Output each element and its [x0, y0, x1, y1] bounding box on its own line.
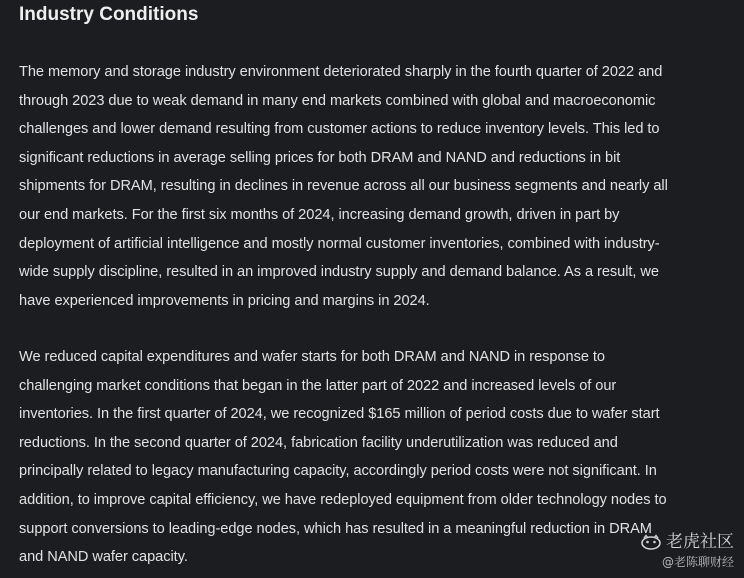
paragraph-line: and NAND wafer capacity.: [19, 549, 188, 566]
watermark-brand-row: [640, 532, 734, 552]
paragraph-line: our end markets. For the first six months of 2024, increasing demand growth, driven in part by: [19, 206, 620, 223]
paragraph-line: inventories. In the first quarter of 2024, we recognized $165 million of period costs due to wafer start: [19, 406, 660, 423]
watermark-brand: 老虎社区: [666, 532, 734, 552]
paragraph-line: challenges and lower demand resulting from customer actions to reduce inventory levels. This led to: [19, 121, 660, 138]
section-heading: Industry Conditions: [19, 4, 199, 25]
paragraph-line: significant reductions in average selling prices for both DRAM and NAND and reductions in bit: [19, 149, 621, 166]
paragraph-capital-expenditures: [19, 343, 735, 572]
paragraph-line: deployment of artificial intelligence and mostly normal customer inventories, combined with industry-: [19, 235, 660, 252]
paragraph-line: wide supply discipline, resulted in an improved industry supply and demand balance. As a result, we: [19, 264, 659, 281]
paragraph-line: support conversions to leading-edge nodes, which has resulted in a meaningful reduction in DRAM: [19, 520, 652, 537]
paragraph-line: The memory and storage industry environment deteriorated sharply in the fourth quarter of 2022 and: [19, 64, 663, 80]
paragraph-line: addition, to improve capital efficiency, we have redeployed equipment from older technology nodes to: [19, 491, 667, 508]
paragraph-line: through 2023 due to weak demand in many end markets combined with global and macroeconomic: [19, 92, 656, 109]
watermark-author: @老陈聊财经: [661, 555, 734, 569]
tiger-logo-icon: [640, 534, 662, 550]
paragraph-line: shipments for DRAM, resulting in declines in revenue across all our business segments and nearly all: [19, 178, 668, 195]
watermark: [640, 532, 734, 570]
paragraph-line: have experienced improvements in pricing and margins in 2024.: [19, 292, 430, 309]
paragraph-line: We reduced capital expenditures and wafer starts for both DRAM and NAND in response to: [19, 349, 605, 365]
paragraph-line: principally related to legacy manufacturing capacity, accordingly period costs were not significant. In: [19, 463, 657, 480]
paragraph-industry-environment: [19, 58, 735, 315]
paragraph-line: challenging market conditions that began in the latter part of 2022 and increased levels of our: [19, 377, 617, 394]
paragraph-line: reductions. In the second quarter of 2024, fabrication facility underutilization was reduced and: [19, 434, 618, 451]
